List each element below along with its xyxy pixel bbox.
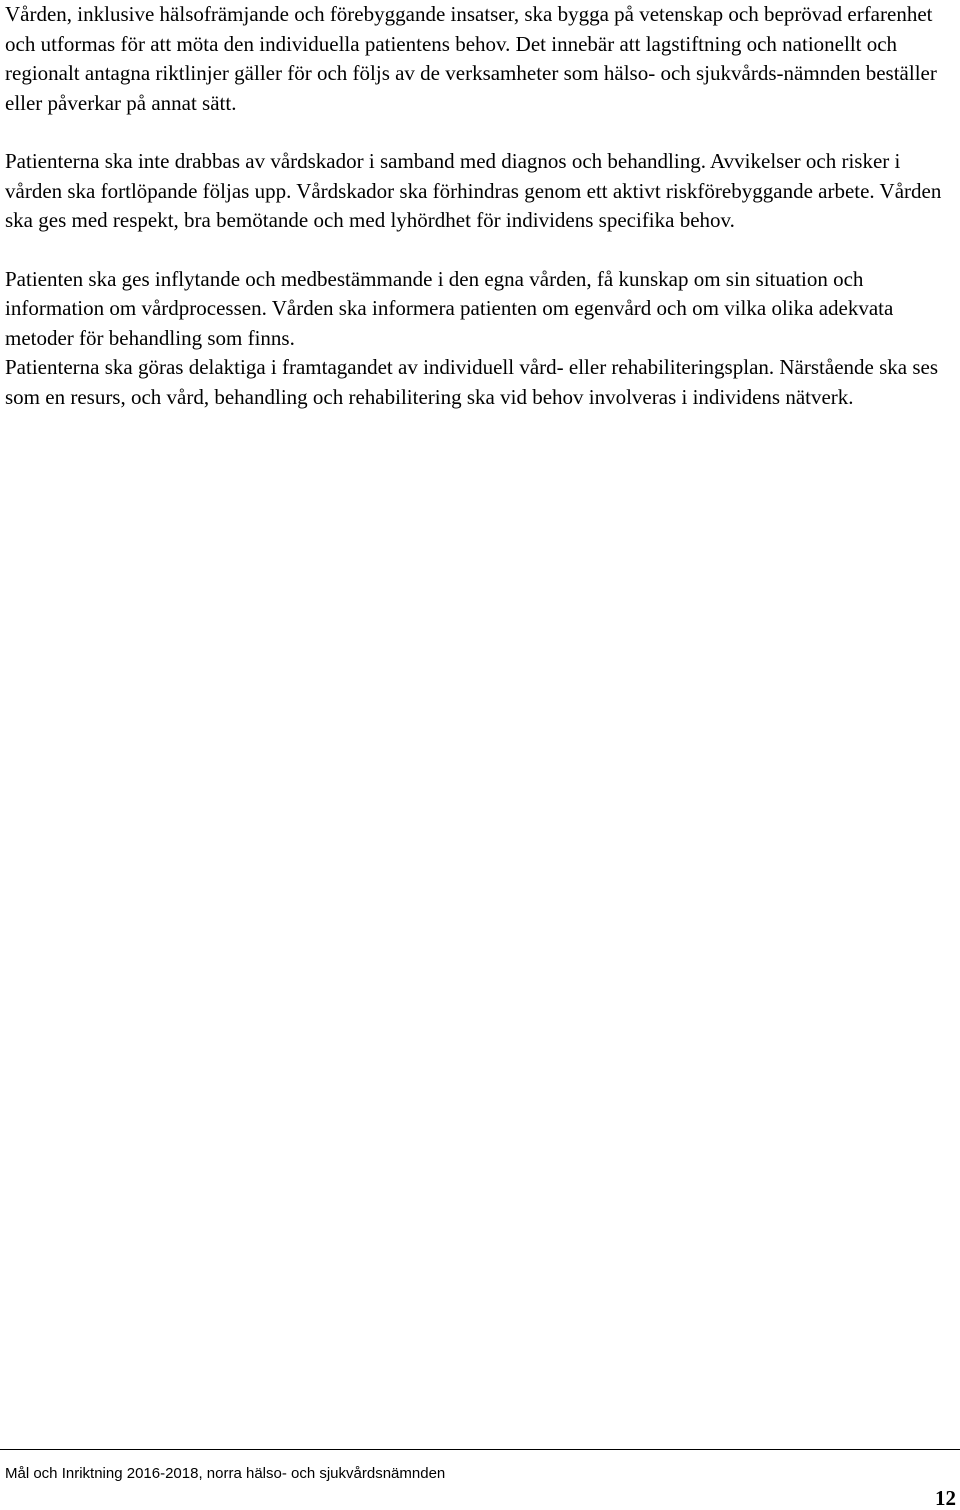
- footer-divider: [0, 1449, 960, 1450]
- page-number: 12: [935, 1486, 956, 1510]
- footer-title: Mål och Inriktning 2016-2018, norra hälso- och sjukvårdsnämnden: [5, 1465, 446, 1482]
- paragraph-patient-safety: Patienterna ska inte drabbas av vårdskador i samband med diagnos och behandling. Avvikelser och risker i vården ska fortlöpande följas upp. Vårdskador ska förhindras genom ett aktivt riskförebyggande arbete. Vården ska ges med respekt, bra bemötande och med lyhördhet för individens specifika behov.: [5, 149, 942, 232]
- paragraph-care-quality: Vården, inklusive hälsofrämjande och förebyggande insatser, ska bygga på vetenskap och beprövad erfarenhet och utformas för att möta den individuella patientens behov. Det innebär att lagstiftning och nationellt och regionalt antagna riktlinjer gäller för och följs av de verksamheter som hälso- och sjukvårds-nämnden beställer eller påverkar på annat sätt.: [5, 2, 937, 115]
- paragraph-care-plan: Patienterna ska göras delaktiga i framtagandet av individuell vård- eller rehabiliteringsplan. Närstående ska ses som en resurs, och vård, behandling och rehabilitering ska vid behov involveras i individens nätverk.: [5, 355, 938, 409]
- paragraph-patient-influence: Patienten ska ges inflytande och medbestämmande i den egna vården, få kunskap om sin situation och information om vårdprocessen. Vården ska informera patienten om egenvård och om vilka olika adekvata metoder för behandling som finns.: [5, 266, 894, 350]
- document-body: [5, 0, 955, 412]
